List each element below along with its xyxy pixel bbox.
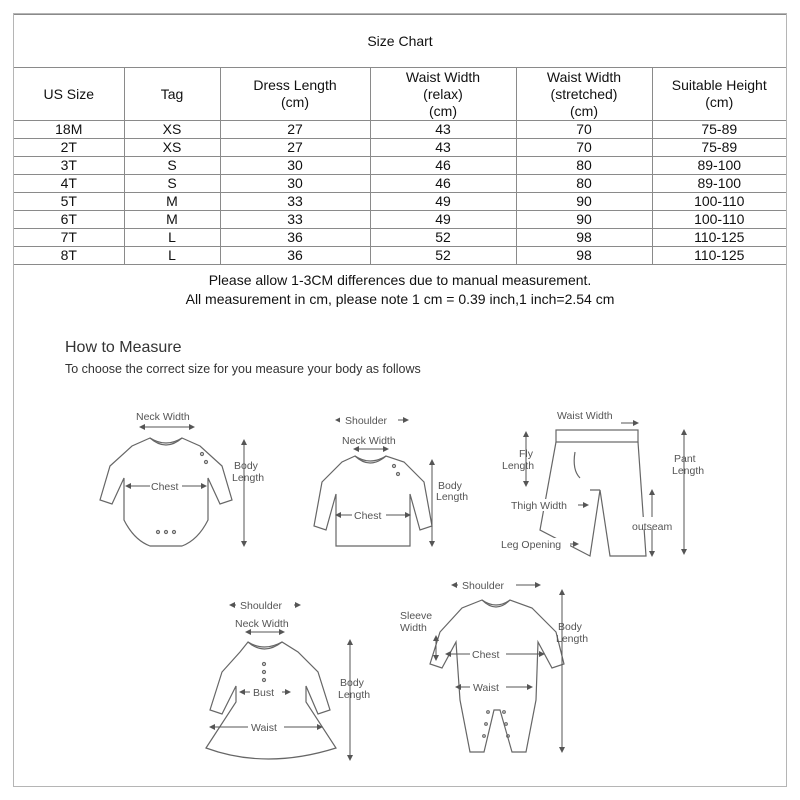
label-shirt-shoulder: Shoulder [345,415,388,427]
label-dress-neck: Neck Width [235,618,289,630]
label-dress-waist: Waist [251,722,277,734]
table-cell: 90 [516,211,652,229]
table-cell: S [124,175,220,193]
label-romper-neck: Neck Width [136,411,190,423]
label-pant-fly-length: Length [502,460,535,472]
label-romper-chest: Chest [151,481,179,493]
table-cell: 30 [220,175,370,193]
table-cell: 46 [370,157,516,175]
table-cell: 110-125 [652,229,786,247]
label-pant-outseam: outseam [632,521,673,533]
table-cell: 30 [220,157,370,175]
label-dress-shoulder: Shoulder [240,600,283,612]
table-cell: 4T [14,175,124,193]
table-cell: 8T [14,247,124,265]
table-cell: 49 [370,193,516,211]
label-pant-thigh: Thigh Width [511,500,568,512]
dress-illustration [206,642,336,759]
table-cell: 89-100 [652,157,786,175]
table-cell: 100-110 [652,211,786,229]
label-shirt-length: Length [436,491,469,503]
column-header: US Size [14,68,124,121]
column-header: Suitable Height (cm) [652,68,786,121]
table-cell: 110-125 [652,247,786,265]
label-pant-length-2: Length [672,465,705,477]
label-shirt-neck: Neck Width [342,435,396,447]
table-cell: M [124,211,220,229]
label-jump-chest: Chest [472,649,500,661]
table-cell: 27 [220,139,370,157]
table-cell: 6T [14,211,124,229]
label-jump-shoulder: Shoulder [462,580,505,592]
column-header: Waist Width (relax) (cm) [370,68,516,121]
table-cell: 27 [220,121,370,139]
label-shirt-chest: Chest [354,510,382,522]
table-cell: 36 [220,247,370,265]
label-jump-sleeve-width: Width [400,622,427,634]
column-header: Tag [124,68,220,121]
label-pant-waist: Waist Width [557,410,613,422]
table-cell: 43 [370,139,516,157]
label-dress-bust: Bust [253,687,275,699]
table-cell: L [124,247,220,265]
label-romper-length: Length [232,472,265,484]
table-cell: S [124,157,220,175]
pants-illustration [540,430,646,556]
table-cell: 100-110 [652,193,786,211]
label-shirt-body: Body [438,480,462,492]
table-cell: 33 [220,211,370,229]
table-cell: L [124,229,220,247]
table-cell: 80 [516,175,652,193]
table-cell: 70 [516,139,652,157]
label-romper-body: Body [234,460,258,472]
table-cell: 5T [14,193,124,211]
table-cell: M [124,193,220,211]
how-to-measure-subtitle: To choose the correct size for you measure your body as follows [65,362,421,376]
table-cell: 90 [516,193,652,211]
label-pant-fly: Fly [519,448,533,460]
label-jump-body: Body [558,621,582,633]
page-title: Size Chart [14,15,786,68]
jumpsuit-illustration [430,600,564,752]
note-line: Please allow 1-3CM differences due to manual measurement. [208,272,592,288]
table-cell: 98 [516,229,652,247]
label-jump-length: Length [556,633,589,645]
table-cell: 75-89 [652,139,786,157]
table-cell: 46 [370,175,516,193]
how-to-measure-title: How to Measure [65,339,182,356]
table-cell: 52 [370,229,516,247]
label-dress-body: Body [340,677,364,689]
table-cell: 52 [370,247,516,265]
table-cell: 2T [14,139,124,157]
table-cell: XS [124,139,220,157]
label-pant-leg: Leg Opening [501,539,562,551]
table-cell: 70 [516,121,652,139]
note-line: All measurement in cm, please note 1 cm = 0.39 inch,1 inch=2.54 cm [185,291,615,307]
label-jump-waist: Waist [473,682,499,694]
table-cell: 36 [220,229,370,247]
label-dress-length: Length [338,689,371,701]
label-pant-length: Pant [674,453,696,465]
column-header: Dress Length (cm) [220,68,370,121]
table-cell: 18M [14,121,124,139]
label-jump-sleeve: Sleeve [400,610,433,622]
table-cell: 80 [516,157,652,175]
table-cell: XS [124,121,220,139]
table-cell: 43 [370,121,516,139]
table-cell: 49 [370,211,516,229]
column-header: Waist Width (stretched) (cm) [516,68,652,121]
table-cell: 89-100 [652,175,786,193]
table-cell: 75-89 [652,121,786,139]
shirt-illustration [314,456,432,546]
table-cell: 7T [14,229,124,247]
table-cell: 3T [14,157,124,175]
table-cell: 98 [516,247,652,265]
table-cell: 33 [220,193,370,211]
